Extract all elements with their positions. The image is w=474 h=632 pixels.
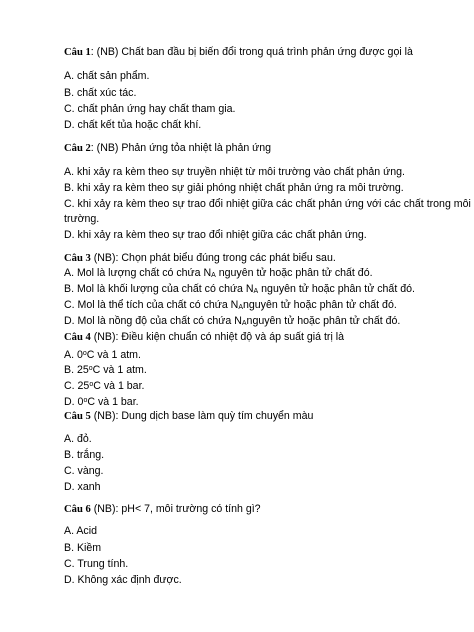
question-5-option-b: B. trắng.: [64, 449, 105, 461]
question-6-option-d: D. Không xác định được.: [64, 574, 182, 586]
question-6-stem: [64, 502, 261, 517]
question-5-option-a: A. đỏ.: [64, 433, 92, 445]
question-3-text: (NB): Chọn phát biểu đúng trong các phát biểu sau.: [90, 252, 336, 264]
question-5-stem: [64, 409, 313, 424]
option-text: C và 1 atm.: [92, 364, 147, 376]
option-text: nguyên tử hoặc phân tử chất đó.: [246, 315, 401, 327]
question-3-option-c: [64, 298, 397, 315]
question-4-option-d: [64, 394, 139, 409]
question-4-number: Câu 4: [64, 332, 91, 343]
question-6-option-a: A. Acid: [64, 525, 97, 537]
option-text: C. 25: [64, 380, 90, 392]
question-5-option-c: C. vàng.: [64, 465, 104, 477]
avogadro-subscript: A: [238, 304, 243, 311]
question-4-text: (NB): Điều kiện chuẩn có nhiệt độ và áp suất giá trị là: [90, 331, 345, 343]
option-text: nguyên tử hoặc phân tử chất đó.: [243, 299, 397, 311]
question-3-option-a: [64, 266, 373, 283]
question-2-option-d: D. khi xảy ra kèm theo sự trao đổi nhiệt giữa các chất phản ứng.: [64, 229, 367, 241]
question-4-option-a: [64, 347, 141, 362]
question-4-option-c: [64, 378, 144, 393]
question-5-text: (NB): Dung dịch base làm quỳ tím chuyển màu: [90, 410, 314, 422]
question-2-text: : (NB) Phản ứng tỏa nhiệt là phản ứng: [90, 142, 272, 154]
option-text: B. 25: [64, 364, 89, 376]
degree-superscript: o: [89, 381, 94, 388]
question-2-option-a: A. khi xảy ra kèm theo sự truyền nhiệt từ môi trường vào chất phản ứng.: [64, 166, 405, 178]
avogadro-subscript: A: [211, 272, 216, 279]
option-text: C và 1 bar.: [87, 396, 139, 408]
question-2-stem: [64, 141, 271, 156]
question-1-stem: [64, 45, 413, 60]
avogadro-subscript: A: [241, 320, 247, 327]
question-1-option-b: B. chất xúc tác.: [64, 87, 137, 99]
question-1-option-d: D. chất kết tủa hoặc chất khí.: [64, 119, 202, 131]
question-2-number: Câu 2: [64, 143, 91, 154]
degree-superscript: o: [82, 350, 87, 357]
question-4-option-b: [64, 362, 147, 377]
question-5-number: Câu 5: [64, 411, 91, 422]
question-1-text: : (NB) Chất ban đầu bị biến đổi trong quá trình phản ứng được gọi là: [90, 46, 413, 58]
question-6-option-b: B. Kiềm: [64, 542, 102, 554]
question-1-number: Câu 1: [64, 47, 91, 58]
option-text: C và 1 bar.: [93, 380, 145, 392]
option-text: nguyên tử hoặc phân tử chất đó.: [215, 267, 373, 279]
option-text: D. Mol là nồng độ của chất có chứa N: [64, 315, 242, 327]
question-4-stem: [64, 330, 344, 345]
question-5-option-d: D. xanh: [64, 481, 101, 493]
option-text: A. Mol là lượng chất có chứa N: [64, 267, 212, 279]
question-3-number: Câu 3: [64, 253, 91, 264]
question-2-option-b: B. khi xảy ra kèm theo sự giải phóng nhiệt chất phản ứng ra môi trường.: [64, 182, 404, 194]
question-2-option-c-cont: trường.: [64, 213, 100, 225]
question-3-option-b: [64, 282, 415, 299]
degree-superscript: o: [83, 397, 88, 404]
question-3-stem: [64, 251, 336, 266]
avogadro-subscript: A: [253, 288, 259, 295]
question-6-text: (NB): pH< 7, môi trường có tính gì?: [90, 503, 261, 515]
degree-superscript: o: [88, 365, 93, 372]
option-text: B. Mol là khối lượng của chất có chứa N: [64, 283, 254, 295]
option-text: nguyên tử hoặc phân tử chất đó.: [258, 283, 415, 295]
option-text: C và 1 atm.: [86, 349, 141, 361]
option-text: C. Mol là thể tích của chất có chứa N: [64, 299, 239, 311]
question-3-option-d: [64, 314, 400, 331]
question-6-number: Câu 6: [64, 504, 91, 515]
question-2-option-c: C. khi xảy ra kèm theo sự trao đổi nhiệt giữa các chất phản ứng với các chất trong môi: [64, 198, 471, 210]
question-1-option-c: C. chất phản ứng hay chất tham gia.: [64, 103, 236, 115]
question-6-option-c: C. Trung tính.: [64, 558, 129, 570]
option-text: A. 0: [64, 349, 83, 361]
option-text: D. 0: [64, 396, 84, 408]
question-1-option-a: A. chất sản phẩm.: [64, 70, 150, 82]
